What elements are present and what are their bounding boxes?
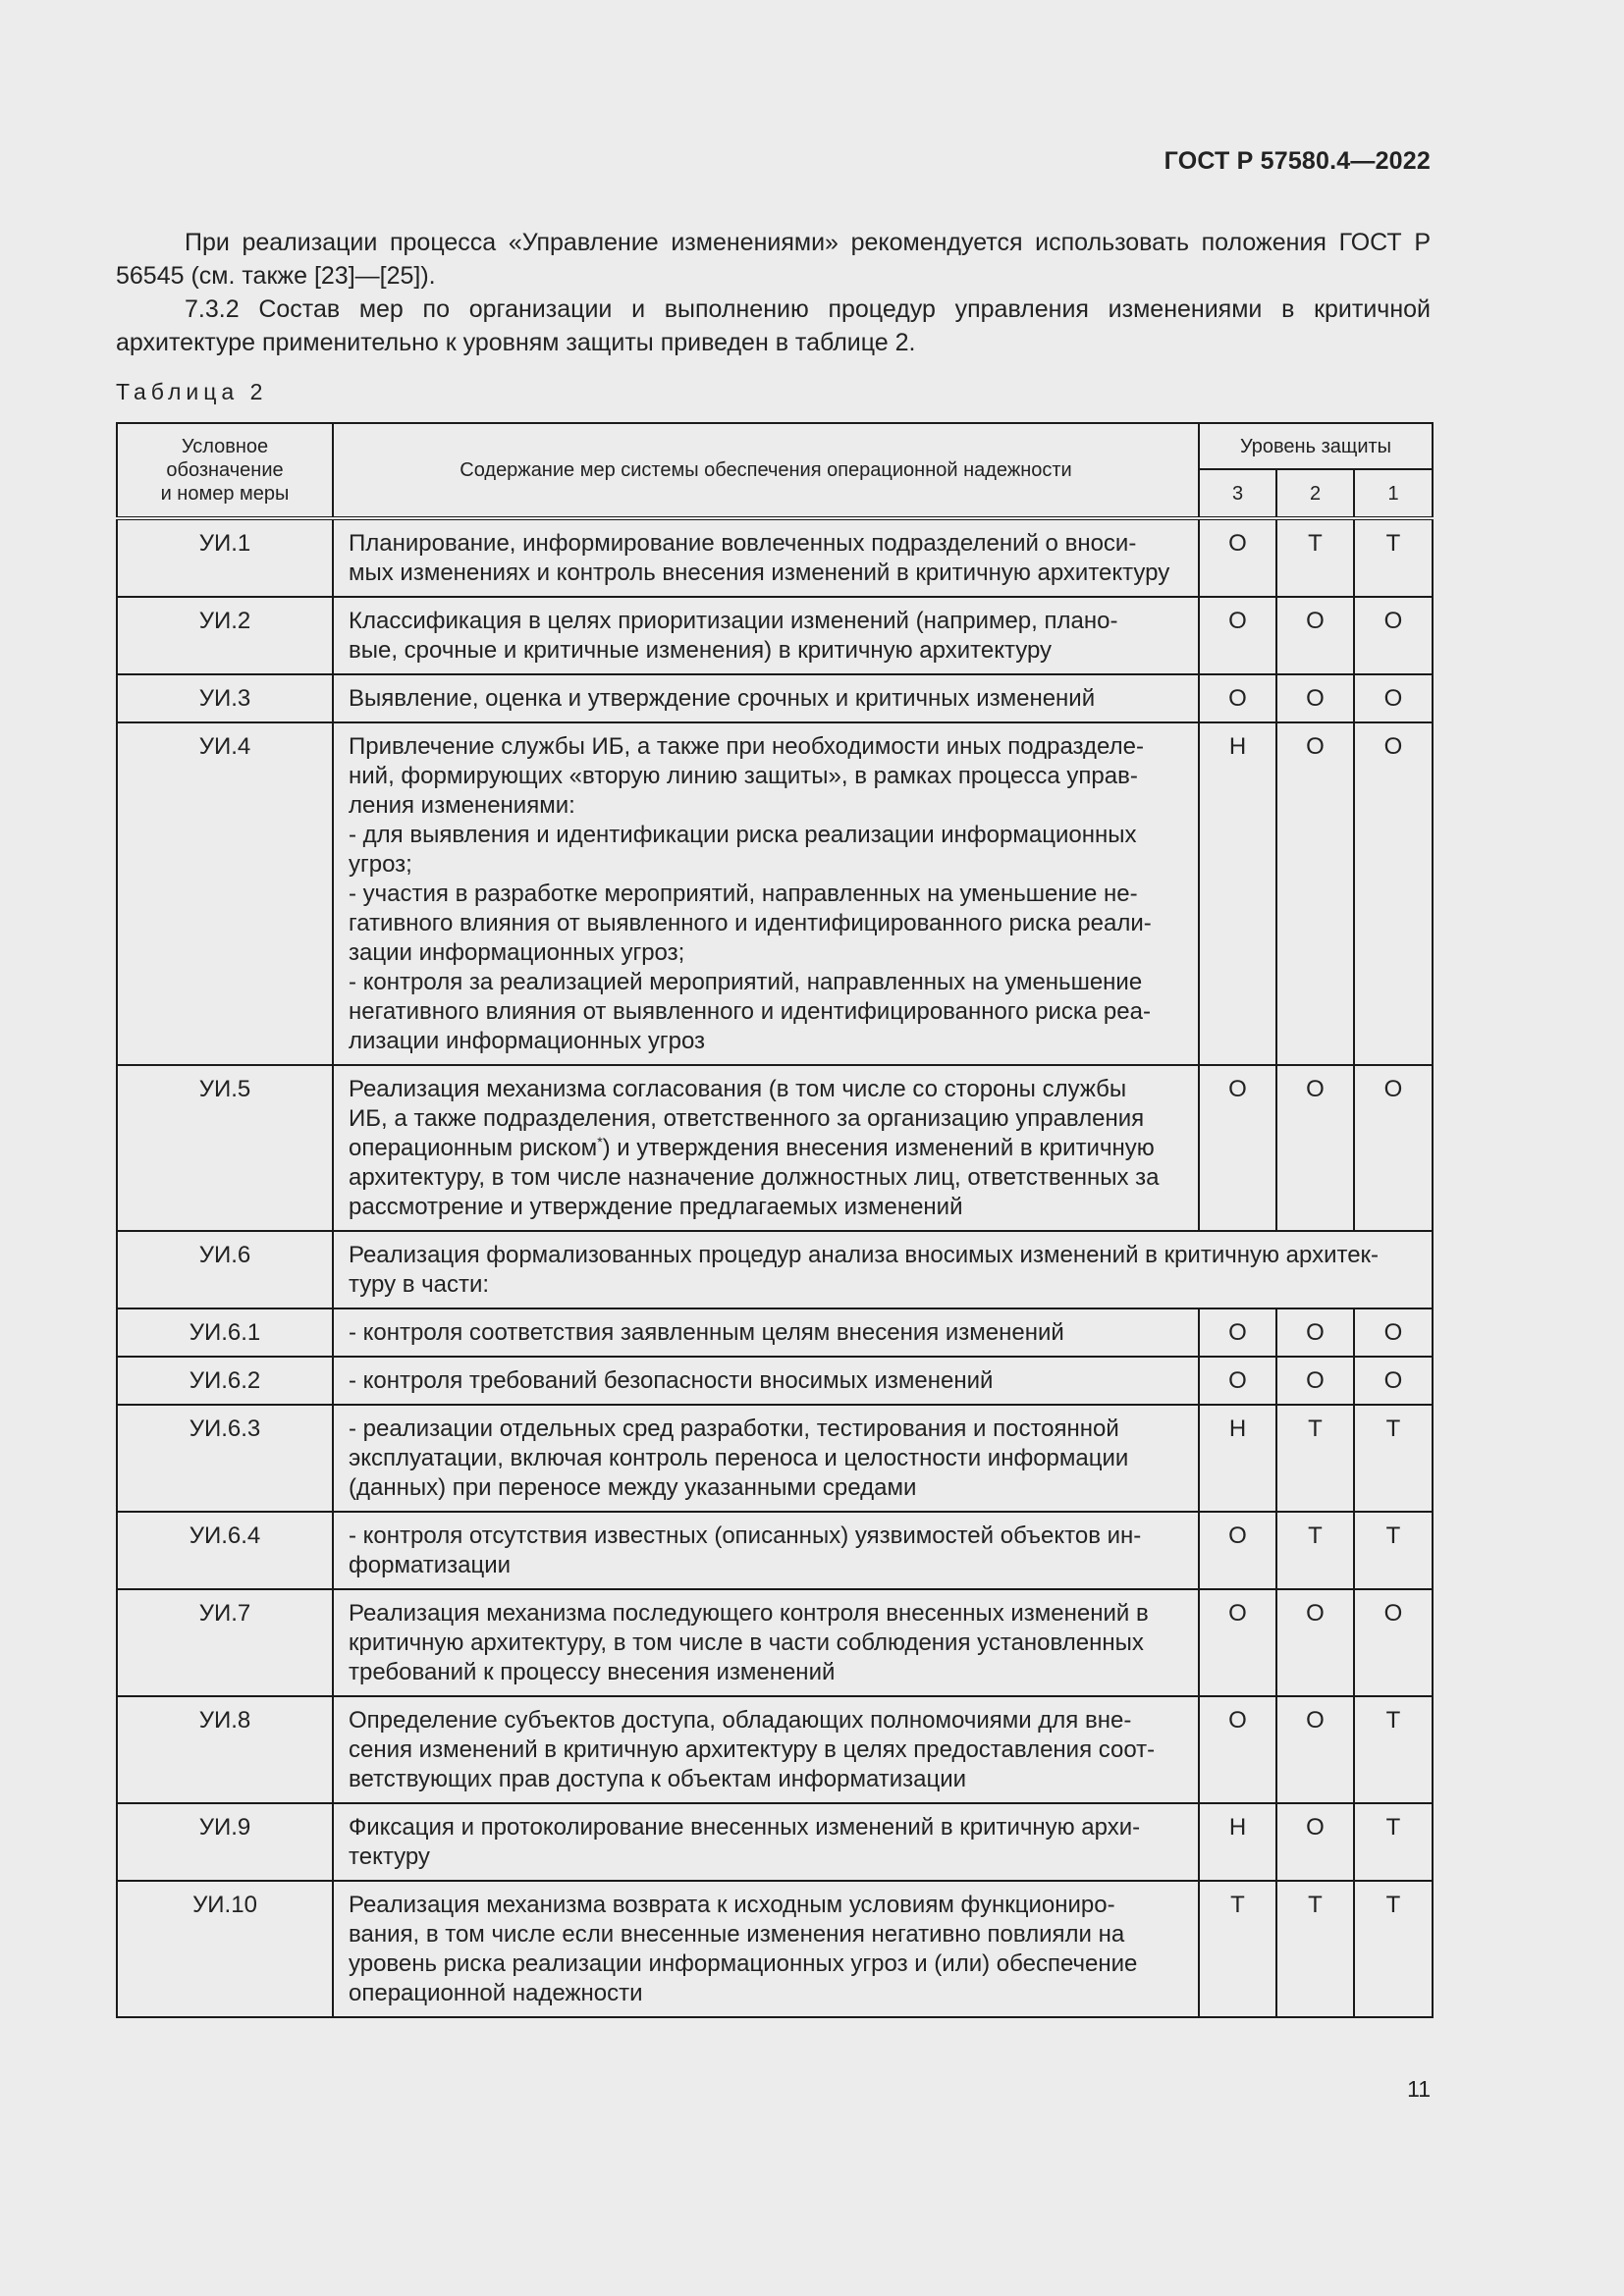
measure-text-line: ИБ, а также подразделения, ответственного за организацию управления [349,1105,1145,1132]
level-1-value: О [1354,722,1433,1065]
measure-text-line: мых изменениях и контроль внесения изменений в критичную архитектуру [349,560,1170,586]
level-2-value: О [1276,1065,1354,1231]
level-1-value: О [1354,1589,1433,1696]
measure-text-line: - контроля отсутствия известных (описанных) уязвимостей объектов ин- [349,1522,1142,1549]
measure-text-line: ления изменениями: [349,792,575,819]
measure-text-line: Классификация в целях приоритизации изменений (например, плано- [349,608,1118,634]
measure-text-line: туру в части: [349,1271,490,1298]
measure-code: УИ.2 [117,597,333,674]
header-protection-level: Уровень защиты [1199,423,1433,469]
measure-text-line: Реализация формализованных процедур анализа вносимых изменений в критичную архитек- [349,1242,1380,1268]
measure-text-line: негативного влияния от выявленного и идентифицированного риска реа- [349,998,1151,1025]
level-2-value: Т [1276,1881,1354,2017]
level-1-value: Т [1354,1512,1433,1589]
measure-code: УИ.1 [117,518,333,597]
measure-content [333,1357,1199,1405]
measure-text-line: Планирование, информирование вовлеченных подразделений о вноси- [349,530,1137,557]
measure-code: УИ.6.3 [117,1405,333,1512]
measure-content [333,1881,1199,2017]
measure-code: УИ.8 [117,1696,333,1803]
measure-text-line: операционной надежности [349,1980,643,2006]
measure-text-line: (данных) при переносе между указанными средами [349,1474,917,1501]
measures-table [116,422,1434,2018]
table-header-row [117,423,1433,469]
measure-content [333,1512,1199,1589]
measure-text-line: вые, срочные и критичные изменения) в критичную архитектуру [349,637,1053,664]
level-3-value: О [1199,1065,1276,1231]
level-1-value: Т [1354,1405,1433,1512]
level-3-value: Т [1199,1881,1276,2017]
level-3-value: О [1199,674,1276,722]
measure-text-line: - контроля соответствия заявленным целям внесения изменений [349,1319,1064,1346]
measure-text-line: гативного влияния от выявленного и идентифицированного риска реали- [349,910,1152,936]
measure-content [333,597,1199,674]
table-row [117,1308,1433,1357]
measure-code: УИ.7 [117,1589,333,1696]
measure-code: УИ.5 [117,1065,333,1231]
measure-text-line: Выявление, оценка и утверждение срочных и критичных изменений [349,685,1096,712]
table-row [117,674,1433,722]
table-row [117,1696,1433,1803]
measure-text-fragment: ) и утверждения внесения изменений в критичную [602,1135,1155,1161]
table-row [117,597,1433,674]
level-1-value: О [1354,597,1433,674]
table-caption: Таблица 2 [116,379,268,404]
measure-text-line [349,1134,1184,1163]
level-1-value: О [1354,1308,1433,1357]
measure-code: УИ.6 [117,1231,333,1308]
table-row [117,1512,1433,1589]
measure-text-line: Фиксация и протоколирование внесенных изменений в критичную архи- [349,1814,1141,1841]
header-level-1: 1 [1354,469,1433,518]
header-code: Условное обозначение и номер меры [117,423,333,518]
measure-text-line: угроз; [349,851,412,878]
measure-text-line: Привлечение службы ИБ, а также при необходимости иных подразделе- [349,733,1144,760]
level-1-value: Т [1354,1696,1433,1803]
level-3-value: О [1199,597,1276,674]
level-3-value: О [1199,1696,1276,1803]
level-2-value: О [1276,1589,1354,1696]
level-2-value: О [1276,1803,1354,1881]
table-row [117,1803,1433,1881]
measure-text-line: - реализации отдельных сред разработки, тестирования и постоянной [349,1415,1119,1442]
measure-text-line: - контроля требований безопасности вносимых изменений [349,1367,994,1394]
measure-text-line: вания, в том числе если внесенные изменения негативно повлияли на [349,1921,1125,1948]
header-level-3: 3 [1199,469,1276,518]
paragraph-7-3-2: 7.3.2 Состав мер по организации и выполнению процедур управления изменениями в критичной архитектуре применительно к уровням защиты приведен в таблице 2. [116,295,1431,356]
measure-content [333,1696,1199,1803]
measure-code: УИ.6.2 [117,1357,333,1405]
measure-text-line: рассмотрение и утверждение предлагаемых изменений [349,1194,963,1220]
level-2-value: О [1276,674,1354,722]
measure-text-line: Реализация механизма согласования (в том числе со стороны службы [349,1076,1127,1102]
level-3-value: Н [1199,1405,1276,1512]
level-2-value: О [1276,1696,1354,1803]
level-3-value: О [1199,1357,1276,1405]
measure-text-line: Определение субъектов доступа, обладающих полномочиями для вне- [349,1707,1132,1734]
measure-code: УИ.4 [117,722,333,1065]
measure-text-line: Реализация механизма возврата к исходным условиям функциониро- [349,1892,1115,1918]
measure-content [333,1231,1433,1308]
measure-content [333,1589,1199,1696]
measure-text-line: архитектуру, в том числе назначение должностных лиц, ответственных за [349,1164,1160,1191]
table-row [117,518,1433,597]
document-code: ГОСТ Р 57580.4—2022 [1164,147,1431,175]
measure-code: УИ.3 [117,674,333,722]
measure-text-line: - контроля за реализацией мероприятий, направленных на уменьшение [349,969,1143,995]
level-1-value: Т [1354,1881,1433,2017]
page-number: 11 [1407,2076,1431,2102]
measure-content [333,722,1199,1065]
measure-text-line: Реализация механизма последующего контроля внесенных изменений в [349,1600,1149,1627]
level-3-value: Н [1199,722,1276,1065]
level-1-value: О [1354,1065,1433,1231]
measure-text-line: требований к процессу внесения изменений [349,1659,836,1685]
measure-text-line: лизации информационных угроз [349,1028,706,1054]
measure-content [333,1803,1199,1881]
measure-text-line: форматизации [349,1552,512,1578]
measure-text-line: тектуру [349,1843,430,1870]
level-2-value: Т [1276,1512,1354,1589]
level-2-value: О [1276,722,1354,1065]
measure-text-line: эксплуатации, включая контроль переноса и целостности информации [349,1445,1129,1471]
measure-content [333,1405,1199,1512]
measure-content [333,1308,1199,1357]
measure-code: УИ.10 [117,1881,333,2017]
level-3-value: О [1199,518,1276,597]
measure-text-line: критичную архитектуру, в том числе в части соблюдения установленных [349,1629,1144,1656]
measure-text-line: сения изменений в критичную архитектуру в целях предоставления соот- [349,1736,1156,1763]
measure-text-fragment: операционным риском [349,1135,598,1161]
table-row [117,1589,1433,1696]
paragraph-change-management: При реализации процесса «Управление изменениями» рекомендуется использовать положения ГОСТ Р 56545 (см. также [23]—[25]). [116,229,1431,290]
table-row [117,1881,1433,2017]
level-1-value: О [1354,674,1433,722]
measure-text-line: уровень риска реализации информационных угроз и (или) обеспечение [349,1950,1138,1977]
level-2-value: О [1276,597,1354,674]
measure-text-line: - для выявления и идентификации риска реализации информационных [349,822,1137,848]
level-1-value: О [1354,1357,1433,1405]
measure-text-line: - участия в разработке мероприятий, направленных на уменьшение не- [349,881,1138,907]
table-row [117,722,1433,1065]
table-row [117,1357,1433,1405]
table-body [117,518,1433,2017]
level-1-value: Т [1354,518,1433,597]
level-2-value: Т [1276,518,1354,597]
level-3-value: О [1199,1589,1276,1696]
footnote-marker: * [597,1134,603,1149]
level-3-value: Н [1199,1803,1276,1881]
level-2-value: О [1276,1308,1354,1357]
measure-text-line: зации информационных угроз; [349,939,685,966]
measure-text-line: ний, формирующих «вторую линию защиты», в рамках процесса управ- [349,763,1138,789]
header-content: Содержание мер системы обеспечения операционной надежности [333,423,1199,518]
measure-code: УИ.6.4 [117,1512,333,1589]
measure-text-line: ветствующих прав доступа к объектам информатизации [349,1766,967,1792]
measure-content [333,518,1199,597]
table-row [117,1405,1433,1512]
level-3-value: О [1199,1308,1276,1357]
level-3-value: О [1199,1512,1276,1589]
measure-content [333,674,1199,722]
level-2-value: О [1276,1357,1354,1405]
level-1-value: Т [1354,1803,1433,1881]
level-2-value: Т [1276,1405,1354,1512]
measure-content [333,1065,1199,1231]
measure-code: УИ.9 [117,1803,333,1881]
table-row [117,1065,1433,1231]
header-level-2: 2 [1276,469,1354,518]
table-row [117,1231,1433,1308]
measure-code: УИ.6.1 [117,1308,333,1357]
